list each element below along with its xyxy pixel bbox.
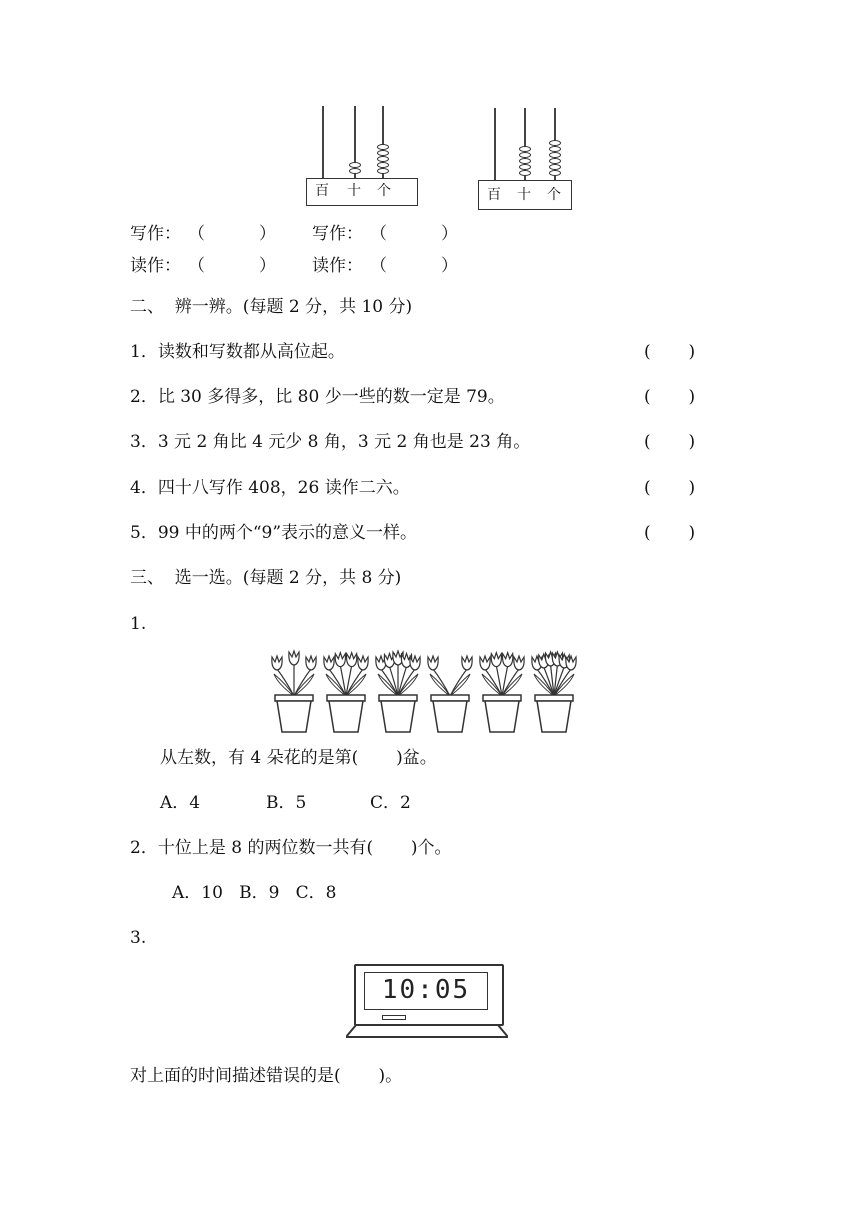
tulip-flower — [503, 653, 513, 667]
q1-question: 从左数，有 4 朵花的是第( )盆。 — [160, 748, 437, 768]
q2-options[interactable]: A．10 B．9 C．8 — [172, 883, 337, 903]
judge-item-1: 1．读数和写数都从高位起。 — [130, 342, 345, 362]
leaf — [430, 674, 450, 696]
pot-rim — [535, 695, 573, 701]
judge-answer-1[interactable]: ( ) — [644, 342, 696, 362]
flower-pot — [428, 656, 472, 732]
pot-body — [277, 701, 311, 732]
abacus-bead — [519, 164, 531, 170]
q1-option-a[interactable]: A．4 — [160, 793, 201, 813]
abacus-bead — [377, 162, 389, 168]
write-label-1: 写作： — [130, 224, 181, 244]
clock-button — [382, 1015, 406, 1020]
write-answer-2[interactable]: （ ） — [370, 224, 459, 244]
abacus-bead — [519, 146, 531, 152]
abacus-bead — [549, 170, 561, 176]
pot-rim — [275, 695, 313, 701]
tulip-flower — [306, 656, 316, 670]
tulip-flower — [358, 656, 368, 670]
tulip-flower — [428, 656, 438, 670]
flower-pot — [480, 653, 524, 732]
tulip-flower — [347, 653, 357, 667]
clock-stand — [346, 1024, 508, 1038]
section3-heading: 三、 选一选。(每题 2 分，共 8 分) — [130, 568, 402, 588]
judge-item-3: 3．3 元 2 角比 4 元少 8 角，3 元 2 角也是 23 角。 — [130, 432, 531, 452]
abacus-bead — [377, 168, 389, 174]
abacus-bead — [349, 162, 361, 168]
section2-heading: 二、 辨一辨。(每题 2 分，共 10 分) — [130, 297, 413, 317]
abacus-bead — [377, 144, 389, 150]
judge-answer-4[interactable]: ( ) — [644, 478, 696, 498]
q2-question: 2．十位上是 8 的两位数一共有( )个。 — [130, 838, 452, 858]
place-label-ones: 个 — [377, 183, 391, 199]
abacus-frame — [478, 180, 572, 210]
abacus-bead — [349, 168, 361, 174]
abacus-bead — [549, 146, 561, 152]
q1-number: 1. — [130, 614, 147, 634]
q3-number: 3. — [130, 928, 147, 948]
abacus-bead — [549, 164, 561, 170]
tulip-flower — [462, 656, 472, 670]
pot-rim — [327, 695, 365, 701]
q3-question: 对上面的时间描述错误的是( )。 — [130, 1066, 403, 1086]
tulip-flower — [480, 656, 490, 670]
write-answer-1[interactable]: （ ） — [188, 224, 277, 244]
pot-body — [433, 701, 467, 732]
abacus-rod-hundreds — [322, 106, 324, 182]
judge-answer-2[interactable]: ( ) — [644, 387, 696, 407]
place-label-hundreds: 百 — [315, 183, 329, 199]
place-label-tens: 十 — [517, 187, 531, 203]
pot-rim — [483, 695, 521, 701]
q1-option-b[interactable]: B．5 — [266, 793, 307, 813]
tulip-flower — [514, 656, 524, 670]
judge-answer-3[interactable]: ( ) — [644, 432, 696, 452]
write-label-2: 写作： — [312, 224, 363, 244]
abacus-frame — [306, 178, 418, 206]
abacus-bead — [519, 170, 531, 176]
pot-body — [485, 701, 519, 732]
pot-body — [537, 701, 571, 732]
read-answer-2[interactable]: （ ） — [370, 256, 459, 276]
abacus-bead — [549, 140, 561, 146]
place-label-ones: 个 — [547, 187, 561, 203]
tulip-flower — [272, 656, 282, 670]
flower-pot — [272, 651, 316, 732]
place-label-tens: 十 — [347, 183, 361, 199]
abacus-bead — [519, 158, 531, 164]
tulip-flower — [324, 656, 334, 670]
read-label-2: 读作： — [312, 256, 363, 276]
pot-body — [329, 701, 363, 732]
tulip-flower — [289, 651, 299, 665]
tulip-flower — [335, 653, 345, 667]
abacus-bead — [519, 152, 531, 158]
abacus-right — [478, 104, 572, 210]
judge-item-5: 5．99 中的两个“9”表示的意义一样。 — [130, 523, 418, 543]
read-label-1: 读作： — [130, 256, 181, 276]
tulip-flower — [491, 653, 501, 667]
judge-item-2: 2．比 30 多得多，比 80 少一些的数一定是 79。 — [130, 387, 505, 407]
flower-pot — [376, 651, 420, 732]
q1-option-c[interactable]: C．2 — [370, 793, 411, 813]
leaf — [450, 674, 470, 696]
place-label-hundreds: 百 — [487, 187, 501, 203]
leaf — [294, 674, 314, 696]
abacus-rod-hundreds — [494, 108, 496, 182]
judge-item-4: 4．四十八写作 408，26 读作二六。 — [130, 478, 410, 498]
flower-pot — [532, 652, 576, 732]
digital-clock — [354, 964, 502, 1040]
abacus-bead — [549, 152, 561, 158]
leaf — [274, 674, 294, 696]
pot-body — [381, 701, 415, 732]
judge-answer-5[interactable]: ( ) — [644, 523, 696, 543]
abacus-bead — [549, 158, 561, 164]
abacus-bead — [377, 156, 389, 162]
pot-rim — [379, 695, 417, 701]
flower-pots-illustration — [270, 640, 590, 736]
clock-time: 10:05 — [381, 975, 471, 1005]
pot-rim — [431, 695, 469, 701]
abacus-bead — [377, 150, 389, 156]
flower-pot — [324, 653, 368, 732]
abacus-left — [306, 104, 418, 208]
read-answer-1[interactable]: （ ） — [188, 256, 277, 276]
